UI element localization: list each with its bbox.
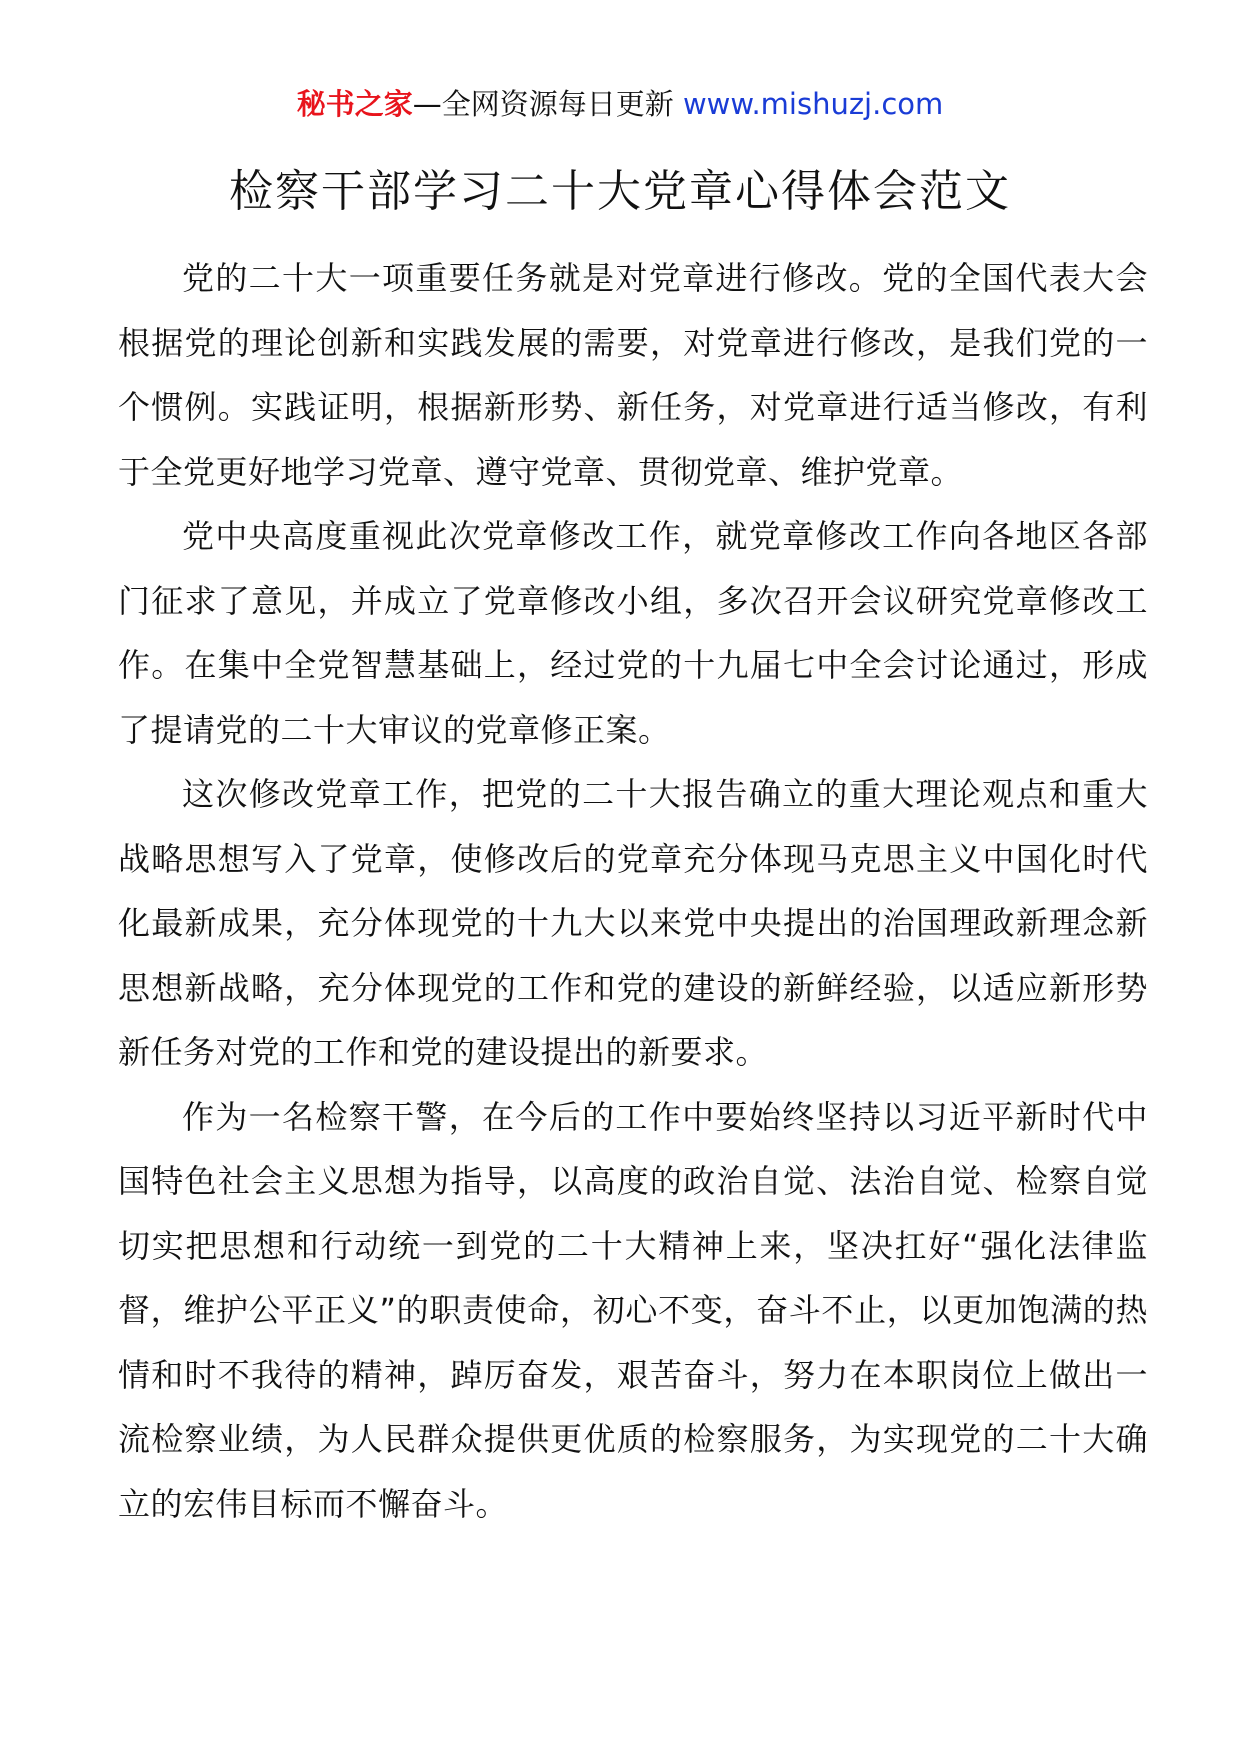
- paragraph: 党中央高度重视此次党章修改工作，就党章修改工作向各地区各部门征求了意见，并成立了党章修改小组，多次召开会议研究党章修改工作。在集中全党智慧基础上，经过党的十九届七中全会讨论通过，形成了提请党的二十大审议的党章修正案。: [118, 517, 1148, 749]
- site-url-link[interactable]: www.mishuzj.com: [682, 87, 944, 121]
- paragraph: 这次修改党章工作，把党的二十大报告确立的重大理论观点和重大战略思想写入了党章，使修改后的党章充分体现马克思主义中国化时代化最新成果，充分体现党的十九大以来党中央提出的治国理政新理念新思想新战略，充分体现党的工作和党的建设的新鲜经验，以适应新形势新任务对党的工作和党的建设提出的新要求。: [118, 775, 1148, 1071]
- site-header: [0, 84, 1240, 124]
- document-title: 检察干部学习二十大党章心得体会范文: [229, 166, 1011, 217]
- paragraph: 作为一名检察干警，在今后的工作中要始终坚持以习近平新时代中国特色社会主义思想为指导，以高度的政治自觉、法治自觉、检察自觉切实把思想和行动统一到党的二十大精神上来，坚决扛好“强化法律监督，维护公平正义”的职责使命，初心不变，奋斗不止，以更加饱满的热情和时不我待的精神，踔厉奋发，艰苦奋斗，努力在本职岗位上做出一流检察业绩，为人民群众提供更优质的检察服务，为实现党的二十大确立的宏伟目标而不懈奋斗。: [118, 1097, 1148, 1523]
- document-body: [118, 246, 1148, 1536]
- header-tagline: —全网资源每日更新: [412, 87, 674, 121]
- paragraph: 党的二十大一项重要任务就是对党章进行修改。党的全国代表大会根据党的理论创新和实践发展的需要，对党章进行修改，是我们党的一个惯例。实践证明，根据新形势、新任务，对党章进行适当修改，有利于全党更好地学习党章、遵守党章、贯彻党章、维护党章。: [118, 259, 1148, 491]
- brand-name: 秘书之家: [296, 87, 413, 121]
